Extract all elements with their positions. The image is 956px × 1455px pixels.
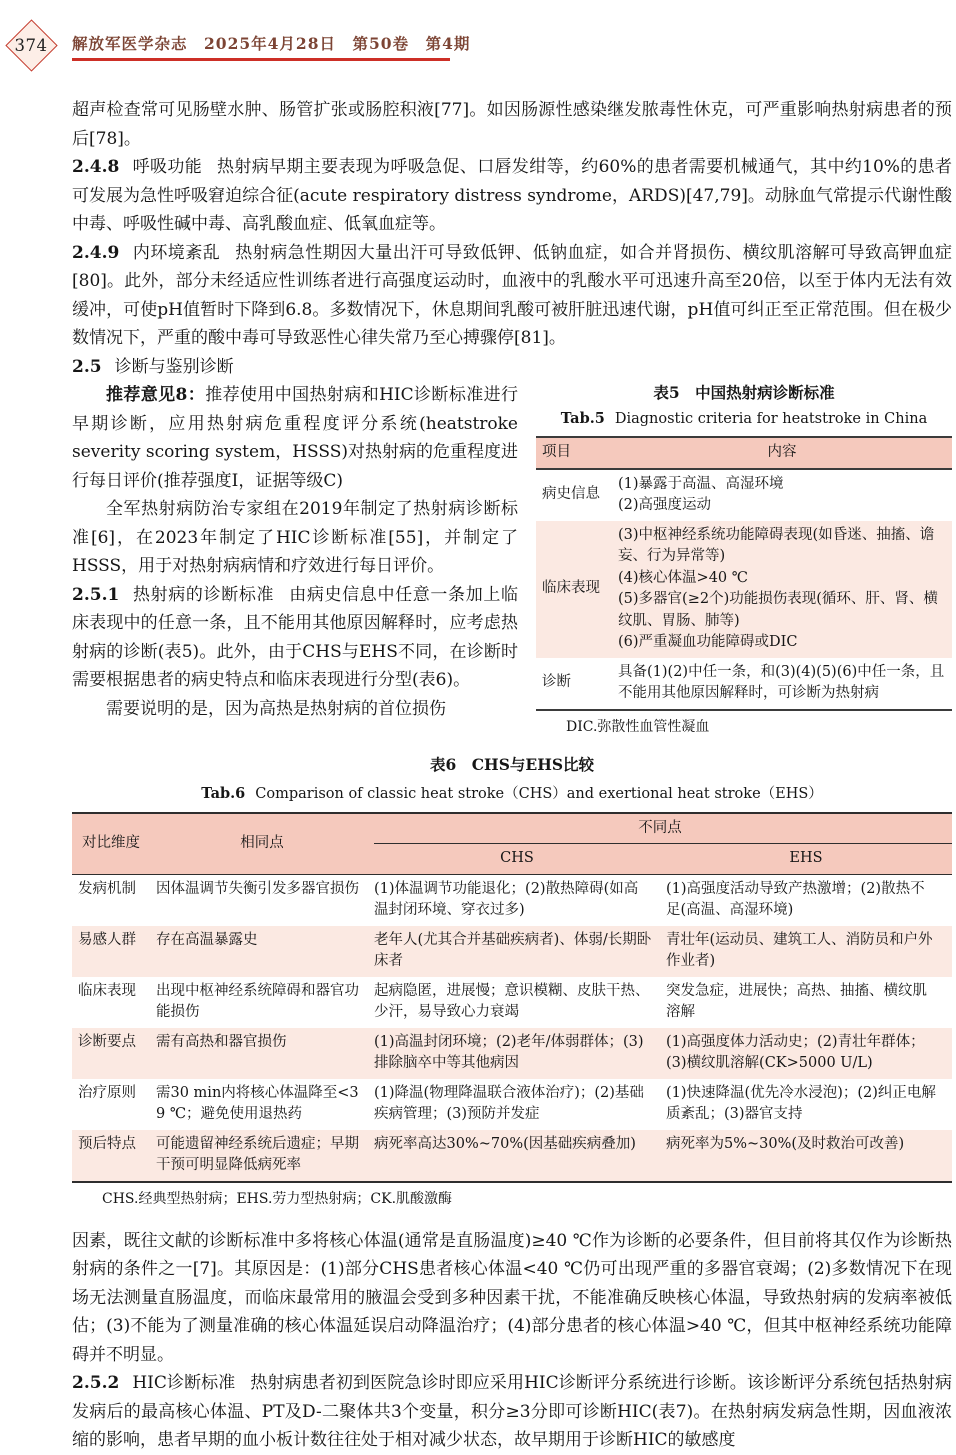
chs-cell: (1)降温(物理降温联合液体治疗)；(2)基础疾病管理；(3)预防并发症: [374, 1084, 644, 1122]
page-content: [72, 96, 952, 1455]
paragraph-bottom: 因素，既往文献的诊断标准中多将核心体温(通常是直肠温度)≥40 ℃作为诊断的必要条件，但目前将其仅作为诊断热射病的条件之一[7]。其原因是：(1)部分CHS患者核心体温<40 ℃仍可出现严重的多器官衰竭；(2)多数情况下在现场无法测量直肠温度，而临床最常用的腋温会受到多种因素干扰，不能准确反映核心体温，导致热射病的发病率被低估；(3)不能为了测量准确的核心体温延误启动降温治疗；(4)部分患者的核心体温>40 ℃，但其中枢神经系统功能障碍并不明显。: [72, 1230, 952, 1365]
chs-cell: (1)体温调节功能退化；(2)散热障碍(如高温封闭环境、穿衣过多): [374, 880, 639, 918]
paragraph-intro: 超声检查常可见肠壁水肿、肠管扩张或肠腔积液[77]。如因肠源性感染继发脓毒性休克，可严重影响热射病患者的预后[78]。: [72, 100, 952, 149]
same-cell: 因体温调节失衡引发多器官损伤: [156, 880, 359, 897]
table-row: [536, 658, 952, 710]
section-title: 内环境紊乱: [132, 242, 221, 263]
page-number: 374: [14, 35, 48, 55]
dimension-cell: 预后特点: [72, 1130, 156, 1182]
chs-cell: (1)高温封闭环境；(2)老年/体弱群体；(3)排除脑卒中等其他病因: [374, 1028, 666, 1079]
table5-header-item: 项目: [536, 437, 618, 469]
table6-header-diff: 不同点: [374, 813, 952, 844]
chs-cell: 起病隐匿，进展慢；意识模糊、皮肤干热、少汗，易导致心力衰竭: [374, 982, 650, 1020]
table5-header-row: [536, 437, 952, 469]
table-row: [72, 977, 952, 1028]
recommendation-text: 推荐使用中国热射病和HIC诊断标准进行早期诊断，应用热射病危重程度评分系统(heatstroke severity scoring system，HSSS)对热射病的危重程度进行每日评价(推荐强度Ⅰ，证据等级C): [72, 385, 518, 491]
recommendation-8: [72, 381, 518, 495]
ehs-cell: (1)高强度活动导致产热激增；(2)散热不足(高温、高湿环境): [666, 880, 925, 918]
section-2-5-heading: [72, 353, 952, 382]
ehs-cell: (1)快速降温(优先冷水浸泡)；(2)纠正电解质紊乱；(3)器官支持: [666, 1084, 936, 1122]
same-cell: 出现中枢神经系统障碍和器官功能损伤: [156, 982, 359, 1020]
table6-header-chs: CHS: [374, 844, 666, 875]
criteria-line: (2)高强度运动: [618, 497, 712, 513]
table5-row-content: [618, 469, 952, 521]
dimension-cell: 发病机制: [78, 880, 136, 897]
section-2-5-1: [72, 581, 518, 695]
table6-header-row-1: [72, 813, 952, 844]
same-cell: 需30 min内将核心体温降至<39 ℃；避免使用退热药: [156, 1084, 359, 1122]
table5: [536, 436, 952, 711]
criteria-line: (6)严重凝血功能障碍或DIC: [618, 634, 798, 650]
section-2-5-2: [72, 1369, 952, 1455]
section-text: 热射病患者初到医院急诊时即应采用HIC诊断评分系统进行诊断。该诊断评分系统包括热射病发病后的最高核心体温、PT及D-二聚体共3个变量，积分≥3分即可诊断HIC(表7)。在热射病发病急性期，因血液浓缩的影响，患者早期的血小板计数往往处于相对减少状态，故早期用于诊断HIC的敏感度: [72, 1373, 952, 1450]
criteria-line: (3)中枢神经系统功能障碍表现(如昏迷、抽搐、谵妄、行为异常等): [618, 526, 935, 564]
section-title: 诊断与鉴别诊断: [114, 356, 234, 377]
table5-title-en: [536, 410, 952, 427]
table-row: [72, 1079, 952, 1130]
table6-container: [72, 753, 952, 1209]
table6-title-cn: 表6 CHS与EHS比较: [429, 754, 595, 774]
section-text: 由病史信息中任意一条加上临床表现中的任意一条，且不能用其他原因解释时，应考虑热射病的诊断(表5)。此外，由于CHS与EHS不同，在诊断时需要根据患者的病史特点和临床表现进行分型(表6)。: [72, 584, 518, 690]
paragraph-army-standards: 全军热射病防治专家组在2019年制定了热射病诊断标准[6]，在2023年制定了HIC诊断标准[55]，并制定了HSSS，用于对热射病病情和疗效进行每日评价。: [72, 499, 518, 576]
criteria-line: (5)多器官(≥2个)功能损伤表现(循环、肝、肾、横纹肌、胃肠、肺等): [618, 591, 938, 629]
same-cell: 可能遗留神经系统后遗症；早期干预可明显降低病死率: [156, 1130, 374, 1182]
page-number-badge: [8, 22, 54, 68]
table6-title-en: [72, 782, 952, 803]
table5-title-cn: 表5 中国热射病诊断标准: [653, 383, 835, 402]
criteria-line: 具备(1)(2)中任一条，和(3)(4)(5)(6)中任一条，且不能用其他原因解释时，可诊断为热射病: [618, 663, 945, 701]
section-number: 2.4.9: [72, 242, 120, 263]
journal-title: 解放军医学杂志 2025年4月28日 第50卷 第4期: [72, 34, 471, 53]
table6-header-dim: 对比维度: [72, 813, 156, 875]
table5-title-en-lead: Tab.5: [560, 410, 605, 427]
table6-title-en-text: Comparison of classic heat stroke（CHS）and exertional heat stroke（EHS）: [255, 785, 823, 802]
section-number: 2.5.1: [72, 584, 120, 605]
table-row: [72, 1130, 952, 1182]
table6-title-en-lead: Tab.6: [201, 784, 246, 802]
dimension-cell: 治疗原则: [78, 1084, 136, 1101]
ehs-cell: (1)高强度体力活动史；(2)青壮年群体；(3)横纹肌溶解(CK>5000 U/L): [666, 1028, 952, 1079]
ehs-cell: 病死率为5%~30%(及时救治可改善): [666, 1130, 952, 1182]
table5-row-item: 病史信息: [542, 486, 600, 503]
table5-row-item: 临床表现: [536, 521, 618, 658]
section-title: 呼吸功能: [132, 157, 203, 177]
table5-title-en-text: Diagnostic criteria for heatstroke in China: [614, 411, 928, 427]
table6: [72, 812, 952, 1183]
chs-cell: 老年人(尤其合并基础疾病者)、体弱/长期卧床者: [374, 926, 666, 977]
table5-row-content: [618, 658, 952, 710]
table-row: [536, 469, 952, 521]
criteria-line: (1)暴露于高温、高湿环境: [618, 475, 784, 492]
table-row: [72, 1028, 952, 1079]
bottom-text-block: [72, 1227, 952, 1455]
top-text-block: [72, 96, 952, 381]
section-number: 2.5: [72, 356, 102, 377]
chs-cell: 病死率高达30%~70%(因基础疾病叠加): [374, 1130, 666, 1182]
two-column-region: [72, 381, 952, 737]
ehs-cell: 突发急症，进展快；高热、抽搐、横纹肌溶解: [666, 982, 927, 1020]
table5-header-content: 内容: [618, 437, 952, 469]
header-rule: [72, 58, 450, 61]
section-text: 热射病急性期因大量出汗可导致低钾、低钠血症，如合并肾损伤、横纹肌溶解可导致高钾血症[80]。此外，部分未经适应性训练者进行高强度运动时，血液中的乳酸水平可迅速升高至20倍，以至于体内无法有效缓冲，可使pH值暂时下降到6.8。多数情况下，休息期间乳酸可被肝脏迅速代谢，pH值可纠正至正常范围。但在极少数情况下，严重的酸中毒可导致恶性心律失常乃至心搏骤停[81]。: [72, 242, 953, 348]
left-text-column: [72, 381, 518, 737]
table6-footnote: CHS.经典型热射病；EHS.劳力型热射病；CK.肌酸激酶: [102, 1190, 453, 1207]
dimension-cell: 易感人群: [72, 926, 156, 977]
section-2-4-8: [72, 153, 952, 239]
page-header: [0, 14, 956, 72]
table5-footnote: DIC.弥散性血管性凝血: [566, 718, 710, 735]
table5-row-item: 诊断: [542, 674, 571, 691]
table5-row-content: [618, 521, 952, 658]
dimension-cell: 诊断要点: [72, 1028, 156, 1079]
dimension-cell: 临床表现: [78, 982, 136, 999]
section-text: 热射病早期主要表现为呼吸急促、口唇发绀等，约60%的患者需要机械通气，其中约10%的患者可发展为急性呼吸窘迫综合征(acute respiratory distress syndrome，ARDS)[47,79]。动脉血气常提示代谢性酸中毒、呼吸性碱中毒、高乳酸血症、低氧血症等。: [72, 157, 952, 234]
section-number: 2.4.8: [72, 157, 120, 177]
table-row: [536, 521, 952, 658]
section-number: 2.5.2: [72, 1373, 120, 1393]
section-title: HIC诊断标准: [132, 1373, 236, 1393]
same-cell: 需有高热和器官损伤: [156, 1028, 374, 1079]
section-2-4-9: [72, 239, 952, 353]
same-cell: 存在高温暴露史: [156, 926, 374, 977]
section-title: 热射病的诊断标准: [132, 584, 275, 605]
table-row: [72, 926, 952, 977]
table6-header-ehs: EHS: [666, 844, 952, 875]
criteria-line: (4)核心体温>40 ℃: [618, 569, 748, 586]
table5-container: [536, 381, 952, 737]
paragraph-note: 需要说明的是，因为高热是热射病的首位损伤: [106, 698, 446, 719]
table6-header-same: 相同点: [156, 813, 374, 875]
ehs-cell: 青壮年(运动员、建筑工人、消防员和户外作业者): [666, 926, 952, 977]
recommendation-lead: 推荐意见8：: [106, 385, 206, 405]
table-row: [72, 874, 952, 926]
